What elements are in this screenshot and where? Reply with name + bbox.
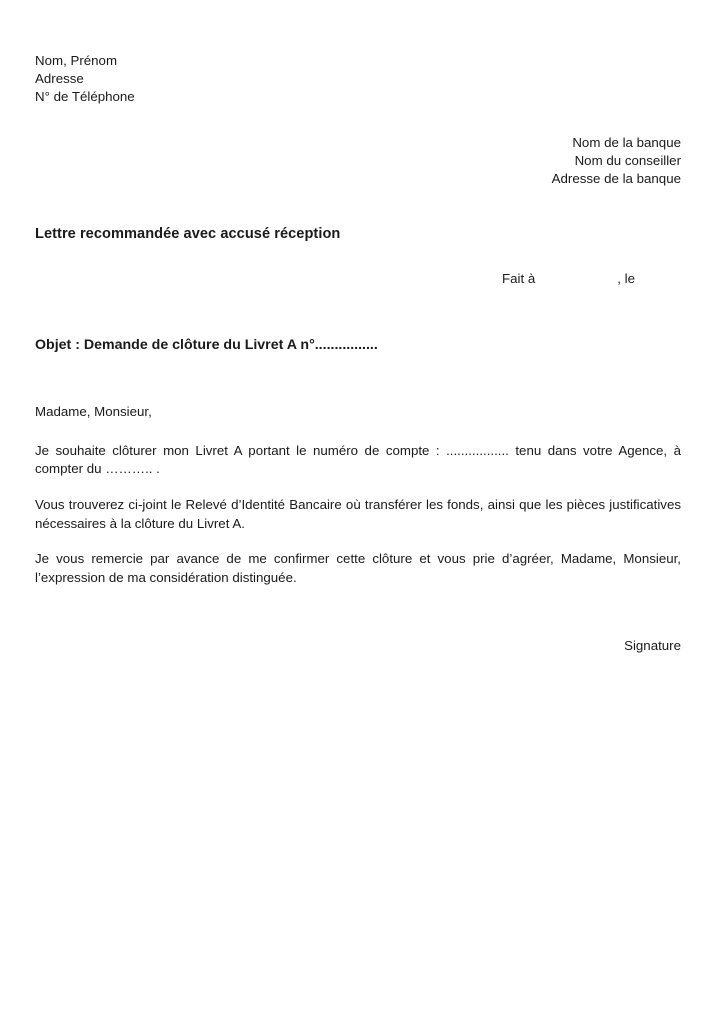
registered-letter-heading: Lettre recommandée avec accusé réception bbox=[35, 226, 341, 243]
body-paragraph-2: Vous trouverez ci-joint le Relevé d’Identité Bancaire où transférer les fonds, ainsi que les pièces justificatives nécessaires à la clôture du Livret A. bbox=[35, 497, 681, 531]
signature-label: Signature bbox=[624, 638, 681, 654]
date-label: , le bbox=[617, 271, 636, 287]
letter-content bbox=[35, 0, 681, 656]
recipient-bank-name-line: Nom de la banque bbox=[572, 134, 681, 150]
place-label: Fait à bbox=[502, 271, 536, 287]
sender-address-line: Adresse bbox=[35, 71, 84, 87]
recipient-bank-address-line: Adresse de la banque bbox=[551, 171, 681, 187]
body-paragraph-3: Je vous remercie par avance de me confirmer cette clôture et vous prie d’agréer, Madame, Monsieur, l’expression de ma considération distinguée. bbox=[35, 551, 681, 585]
sender-phone-line: N° de Téléphone bbox=[35, 89, 135, 105]
body-paragraph-1: Je souhaite clôturer mon Livret A portant le numéro de compte : ................. tenu dans votre Agence, à compter du ……….. . bbox=[35, 442, 681, 477]
place-blank-field bbox=[535, 270, 617, 288]
sender-name-line: Nom, Prénom bbox=[35, 53, 118, 68]
sender-address-block bbox=[35, 52, 681, 107]
recipient-advisor-name-line: Nom du conseiller bbox=[574, 152, 681, 168]
subject-line: Objet : Demande de clôture du Livret A n°................ bbox=[35, 337, 378, 354]
salutation: Madame, Monsieur, bbox=[35, 404, 152, 420]
recipient-address-block bbox=[35, 134, 681, 189]
place-and-date-line bbox=[35, 270, 681, 288]
